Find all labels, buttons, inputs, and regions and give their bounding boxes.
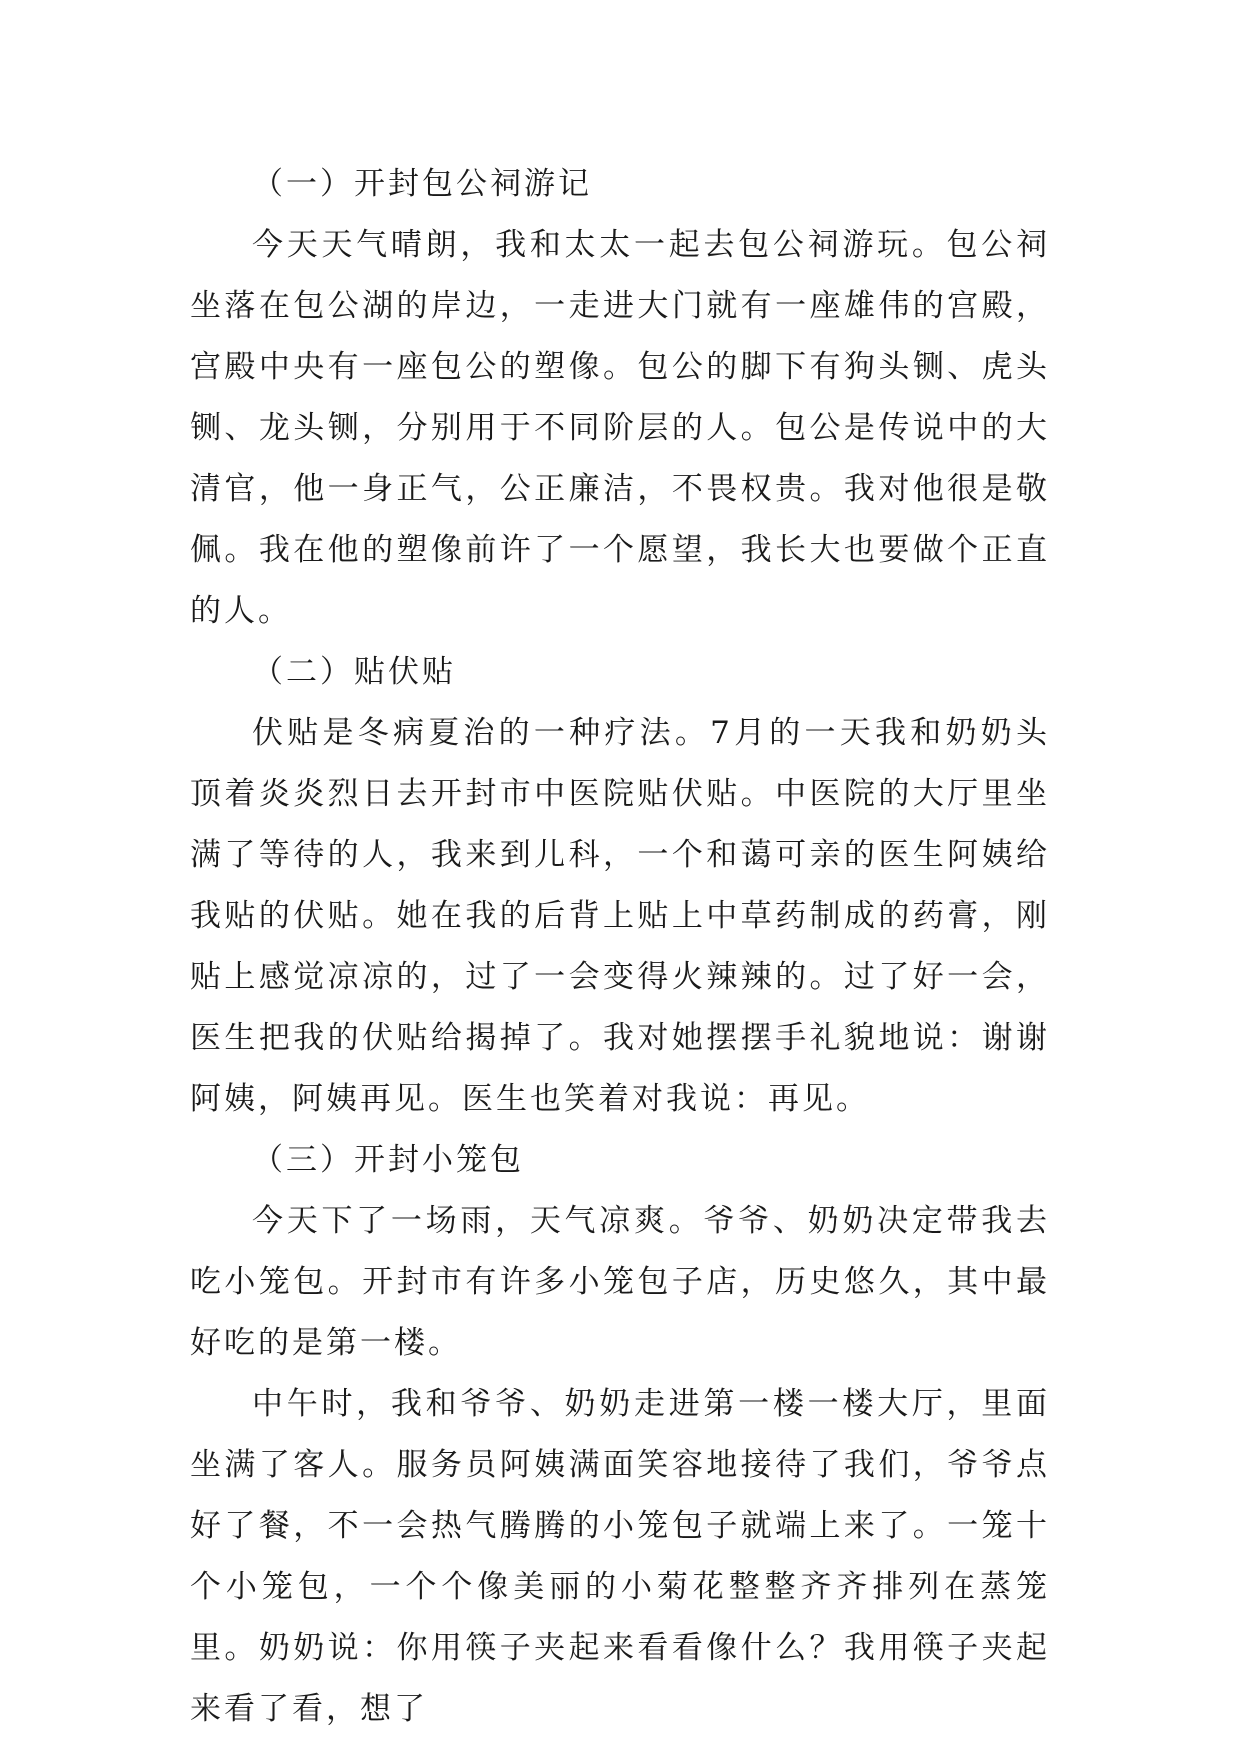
section-3-paragraph-1: 今天下了一场雨，天气凉爽。爷爷、奶奶决定带我去吃小笼包。开封市有许多小笼包子店，历史悠久，其中最好吃的是第一楼。 — [190, 1203, 1050, 1361]
section-heading-1: （一）开封包公祠游记 — [252, 166, 592, 202]
section-heading-3: （三）开封小笼包 — [252, 1142, 524, 1178]
section-3-paragraph-2: 中午时，我和爷爷、奶奶走进第一楼一楼大厅，里面坐满了客人。服务员阿姨满面笑容地接待了我们，爷爷点好了餐，不一会热气腾腾的小笼包子就端上来了。一笼十个小笼包，一个个像美丽的小菊花整整齐齐排列在蒸笼里。奶奶说：你用筷子夹起来看看像什么？我用筷子夹起来看了看，想了 — [190, 1386, 1050, 1727]
section-1-paragraph-1: 今天天气晴朗，我和太太一起去包公祠游玩。包公祠坐落在包公湖的岸边，一走进大门就有一座雄伟的宫殿，宫殿中央有一座包公的塑像。包公的脚下有狗头铡、虎头铡、龙头铡，分别用于不同阶层的人。包公是传说中的大清官，他一身正气，公正廉洁，不畏权贵。我对他很是敬佩。我在他的塑像前许了一个愿望，我长大也要做个正直的人。 — [190, 227, 1050, 629]
section-2-paragraph-1: 伏贴是冬病夏治的一种疗法。7月的一天我和奶奶头顶着炎炎烈日去开封市中医院贴伏贴。中医院的大厅里坐满了等待的人，我来到儿科，一个和蔼可亲的医生阿姨给我贴的伏贴。她在我的后背上贴上中草药制成的药膏，刚贴上感觉凉凉的，过了一会变得火辣辣的。过了好一会，医生把我的伏贴给揭掉了。我对她摆摆手礼貌地说：谢谢阿姨，阿姨再见。医生也笑着对我说：再见。 — [190, 715, 1050, 1117]
section-heading-2: （二）贴伏贴 — [252, 654, 456, 690]
document-body — [190, 154, 1050, 1740]
